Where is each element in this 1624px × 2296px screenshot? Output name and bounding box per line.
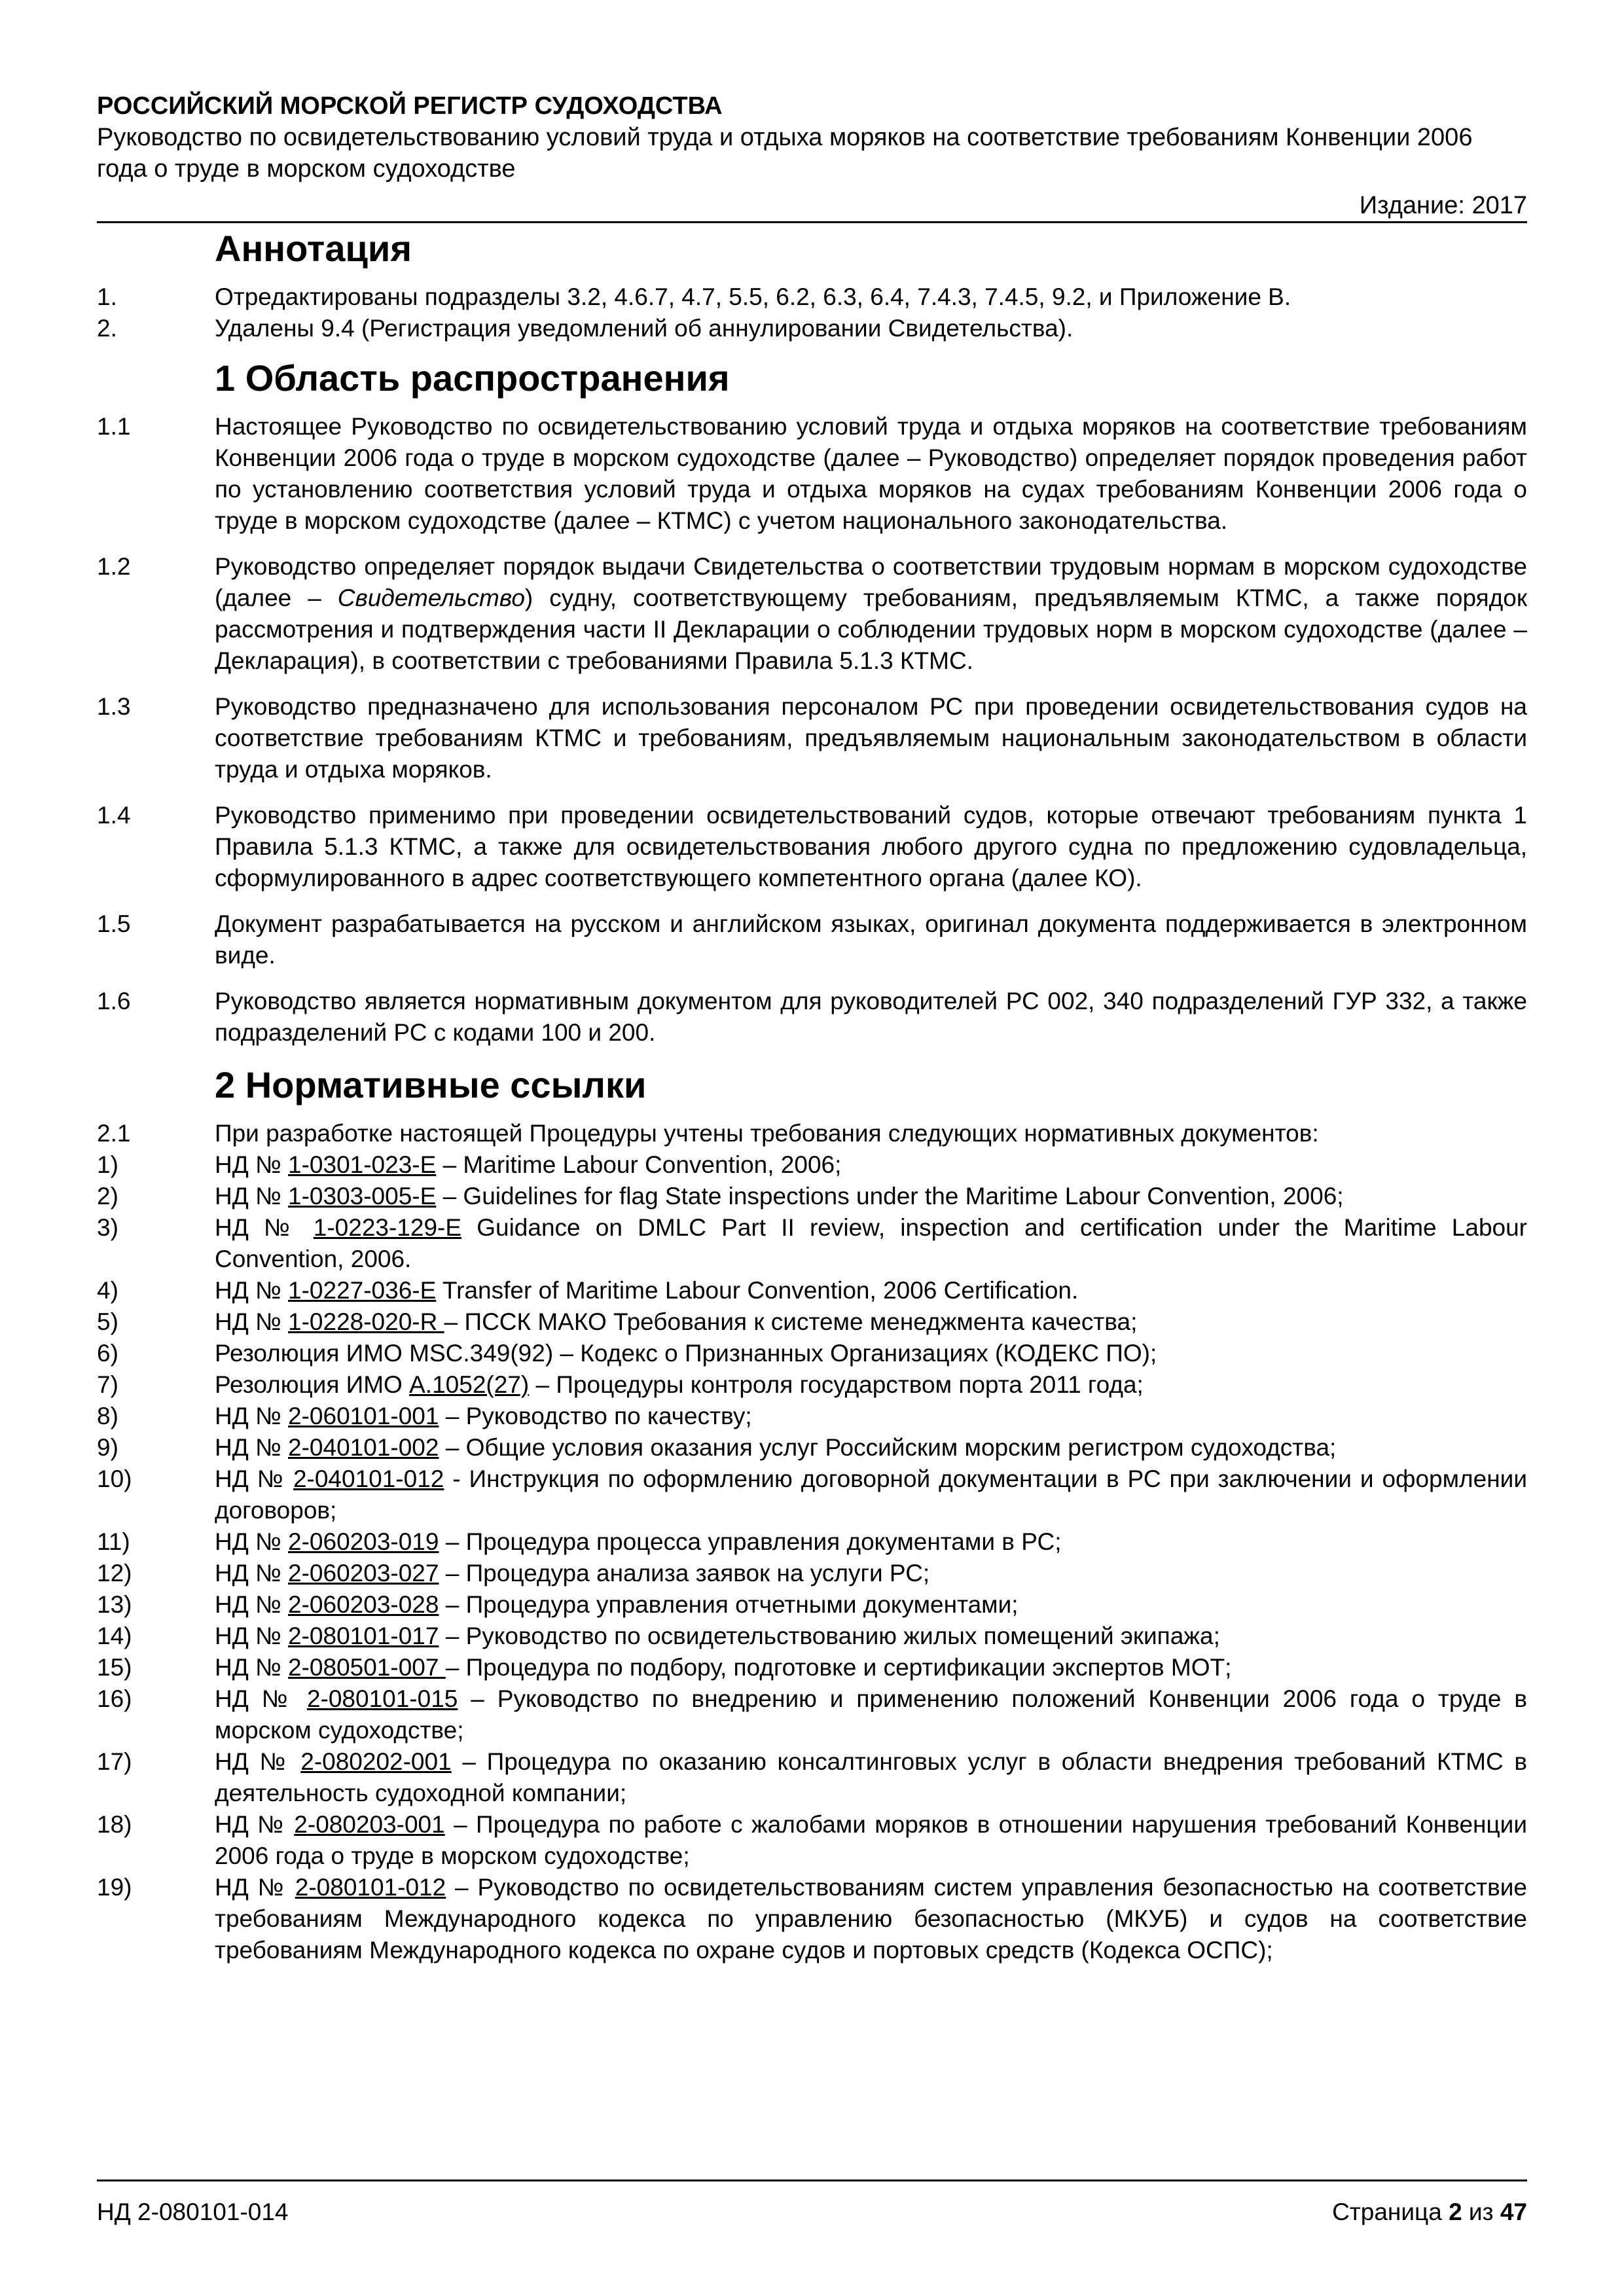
paragraph-1-2 [97, 551, 1527, 677]
reference-title: – ПССК МАКО Требования к системе менеджмента качества; [444, 1308, 1138, 1335]
annotation-heading: Аннотация [215, 228, 412, 269]
reference-number: 17) [97, 1748, 132, 1775]
reference-number: 4) [97, 1277, 118, 1304]
reference-prefix: Резолюция ИМО [215, 1371, 410, 1398]
paragraph-number: 1.5 [97, 910, 131, 937]
footer-row [97, 2198, 1527, 2226]
section-2-heading: 2 Нормативные ссылки [215, 1064, 647, 1105]
reference-number: 13) [97, 1591, 132, 1618]
reference-item [97, 1463, 1527, 1526]
document-subtitle: Руководство по освидетельствованию условий труда и отдыха моряков на соответствие требованиям Конвенции 2006 года о труде в морском судоходстве [97, 124, 1473, 183]
reference-title: Guidance on DMLC Part II review, inspection and certification under the Maritime Labour Convention, 2006. [215, 1214, 1528, 1272]
paragraph-text [215, 551, 1527, 677]
document-code-link[interactable]: 2-060101-001 [288, 1403, 439, 1429]
reference-prefix: НД № [215, 1528, 289, 1555]
reference-prefix: НД № [215, 1403, 289, 1429]
reference-number: 5) [97, 1308, 118, 1335]
reference-text [215, 1401, 1527, 1432]
item-text: Отредактированы подразделы 3.2, 4.6.7, 4.7, 5.5, 6.2, 6.3, 6.4, 7.4.3, 7.4.5, 9.2, и Приложение В. [215, 283, 1291, 310]
annotation-list [97, 281, 1527, 344]
reference-number: 12) [97, 1560, 132, 1587]
paragraph-text: Руководство является нормативным документом для руководителей РС 002, 340 подразделений ГУР 332, а также подразделений РС с кодами 100 и 200. [215, 988, 1527, 1046]
paragraph-text: Настоящее Руководство по освидетельствованию условий труда и отдыха моряков на соответствие требованиям Конвенции 2006 года о труде в морском судоходстве (далее – Руководство) определяет порядок проведения работ по установлению соответствия условий труда и отдыха моряков на судах требованиям Конвенции 2006 года о труде в морском судоходстве (далее – КТМС) с учетом национального законодательства. [215, 413, 1527, 534]
reference-item [97, 1181, 1527, 1212]
paragraph-1-1 [97, 411, 1527, 537]
reference-item [97, 1809, 1527, 1872]
reference-title: – Процедура по оказанию консалтинговых услуг в области внедрения требований КТМС в деятельность судоходной компании; [215, 1748, 1528, 1806]
item-number: 2. [97, 315, 117, 342]
page-number: 2 [1449, 2198, 1462, 2225]
reference-prefix: НД № [215, 1465, 293, 1492]
paragraph-1-6 [97, 986, 1527, 1049]
text-part: ) судну, соответствующему требованиям, предъявляемым КТМС, а также порядок рассмотрения и подтверждения части II Декларации о соблюдении трудовых норм в морском судоходстве (далее – Декларация), в соответствии с требованиями Правила 5.1.3 КТМС. [215, 584, 1528, 674]
reference-number: 9) [97, 1434, 118, 1461]
reference-title: – Руководство по качеству; [439, 1403, 752, 1429]
page-total: 47 [1500, 2198, 1527, 2225]
reference-prefix: НД № [215, 1308, 289, 1335]
reference-number: 2) [97, 1183, 118, 1210]
reference-number: 1) [97, 1151, 118, 1178]
reference-number: 14) [97, 1623, 132, 1649]
reference-item [97, 1401, 1527, 1432]
reference-number: 7) [97, 1371, 118, 1398]
reference-text [215, 1275, 1527, 1306]
reference-number: 19) [97, 1874, 132, 1901]
reference-prefix: НД № [215, 1591, 289, 1618]
document-code-link[interactable]: 1-0223-129-E [313, 1214, 462, 1241]
reference-text [215, 1652, 1527, 1683]
reference-item [97, 1369, 1527, 1401]
reference-item [97, 1149, 1527, 1181]
paragraph-number: 1.4 [97, 802, 131, 829]
reference-item [97, 1558, 1527, 1589]
document-code-link[interactable]: 1-0303-005-E [288, 1183, 437, 1210]
page-footer [97, 2179, 1527, 2226]
reference-prefix: НД № [215, 1560, 289, 1587]
edition-label: Издание: 2017 [1359, 192, 1527, 219]
reference-prefix: НД № [215, 1654, 289, 1681]
page-header [97, 90, 1527, 223]
reference-number: 18) [97, 1811, 132, 1838]
paragraph-text: Документ разрабатывается на русском и английском языках, оригинал документа поддерживается в электронном виде. [215, 910, 1527, 969]
document-code-link[interactable]: 1-0301-023-E [288, 1151, 437, 1178]
reference-prefix: НД № [215, 1434, 289, 1461]
reference-item [97, 1526, 1527, 1558]
reference-title: – Процедура анализа заявок на услуги РС; [439, 1560, 930, 1587]
emphasis-text: Свидетельство [337, 584, 525, 611]
reference-text [215, 1181, 1527, 1212]
document-code-link[interactable]: 2-080203-001 [294, 1811, 445, 1838]
reference-title: – Процедуры контроля государством порта 2011 года; [529, 1371, 1144, 1398]
document-code-link[interactable]: 2-080101-017 [288, 1623, 439, 1649]
document-code-link[interactable]: 2-040101-012 [293, 1465, 444, 1492]
reference-prefix: НД № [215, 1214, 314, 1241]
page-counter [1332, 2198, 1527, 2226]
item-number: 1. [97, 283, 117, 310]
reference-prefix: НД № [215, 1623, 289, 1649]
reference-item [97, 1589, 1527, 1621]
reference-text [215, 1621, 1527, 1652]
paragraph-number: 1.6 [97, 988, 131, 1014]
reference-number: 10) [97, 1465, 132, 1492]
reference-text [215, 1149, 1527, 1181]
reference-item [97, 1432, 1527, 1463]
reference-title: – Maritime Labour Convention, 2006; [436, 1151, 842, 1178]
reference-text [215, 1558, 1527, 1589]
reference-prefix: НД № [215, 1811, 295, 1838]
document-code-link[interactable]: 1-0227-036-E [288, 1277, 437, 1304]
reference-item [97, 1621, 1527, 1652]
paragraph-1-4 [97, 800, 1527, 894]
document-code-link[interactable]: 2-080501-007 [288, 1654, 446, 1681]
reference-item [97, 1338, 1527, 1369]
list-item [97, 281, 1527, 313]
reference-title: – Процедура по подбору, подготовке и сертификации экспертов МОТ; [445, 1654, 1232, 1681]
reference-number: 3) [97, 1214, 118, 1241]
reference-number: 11) [97, 1528, 130, 1555]
reference-items [97, 1149, 1527, 1966]
reference-item [97, 1652, 1527, 1683]
reference-prefix: НД № [215, 1151, 289, 1178]
reference-item [97, 1872, 1527, 1966]
item-text: Удалены 9.4 (Регистрация уведомлений об аннулировании Свидетельства). [215, 315, 1074, 342]
page-label: Страница [1332, 2198, 1449, 2225]
document-code-link[interactable]: 1-0228-020-R [288, 1308, 444, 1335]
reference-number: 15) [97, 1654, 132, 1681]
reference-title: – Руководство по внедрению и применению положений Конвенции 2006 года о труде в морском судоходстве; [215, 1685, 1528, 1744]
reference-number: 6) [97, 1340, 118, 1367]
document-code-link[interactable]: 2-080101-015 [306, 1685, 458, 1712]
document-code-link[interactable]: 2-040101-002 [288, 1434, 439, 1461]
list-item [97, 313, 1527, 344]
section-1-heading: 1 Область распространения [215, 357, 730, 399]
reference-item [97, 1306, 1527, 1338]
paragraph-text: Руководство предназначено для использования персоналом РС при проведении освидетельствования судов на соответствие требованиям КТМС и требованиям, предъявляемым национальным законодательством в области труда и отдыха моряков. [215, 693, 1527, 783]
paragraph-1-3 [97, 691, 1527, 785]
reference-title: – Общие условия оказания услуг Российским морским регистром судоходства; [439, 1434, 1337, 1461]
paragraph-text: При разработке настоящей Процедуры учтены требования следующих нормативных документов: [215, 1120, 1319, 1147]
document-code-link[interactable]: 2-080101-012 [295, 1874, 446, 1901]
reference-prefix: НД № [215, 1748, 301, 1775]
paragraph-number: 1.2 [97, 553, 131, 580]
reference-item [97, 1275, 1527, 1306]
page-content [97, 215, 1527, 1966]
footer-rule [97, 2179, 1527, 2181]
reference-number: 16) [97, 1685, 132, 1712]
reference-text [215, 1212, 1527, 1275]
reference-title: – Руководство по освидетельствованию жилых помещений экипажа; [439, 1623, 1220, 1649]
reference-prefix: НД № [215, 1874, 295, 1901]
paragraph-text: Руководство применимо при проведении освидетельствований судов, которые отвечают требованиям пункта 1 Правила 5.1.3 КТМС, а также для освидетельствования любого другого судна по предложению судовладельца, сформулированного в адрес соответствующего компетентного органа (далее КО). [215, 802, 1527, 891]
reference-prefix: НД № [215, 1685, 307, 1712]
reference-item [97, 1683, 1527, 1746]
reference-text [215, 1369, 1527, 1401]
document-code-link[interactable]: 2-060203-028 [288, 1591, 439, 1618]
reference-title: – Руководство по освидетельствованиям систем управления безопасностью на соответствие требованиям Международного кодекса по управлению безопасностью (МКУБ) и судов на соответствие требованиям Международного кодекса по охране судов и портовых средств (Кодекса ОСПС); [215, 1874, 1528, 1964]
section-1-body [97, 411, 1527, 1049]
reference-prefix: НД № [215, 1183, 289, 1210]
reference-title: - Инструкция по оформлению договорной документации в РС при заключении и оформлении договоров; [215, 1465, 1527, 1524]
reference-text [215, 1338, 1527, 1369]
document-code-link[interactable]: 2-060203-027 [288, 1560, 439, 1587]
reference-title: – Процедура процесса управления документами в РС; [439, 1528, 1062, 1555]
of-label: из [1462, 2198, 1500, 2225]
reference-text [215, 1463, 1527, 1526]
reference-title: – Процедура по работе с жалобами моряков в отношении нарушения требований Конвенции 2006 года о труде в морском судоходстве; [215, 1811, 1527, 1869]
footer-doc-id: НД 2-080101-014 [97, 2198, 289, 2225]
reference-prefix: Резолюция ИМО MSC.349(92) – Кодекс о Признанных Организациях (КОДЕКС ПО); [215, 1340, 1157, 1367]
document-code-link[interactable]: A.1052(27) [409, 1371, 530, 1398]
paragraph-number: 1.1 [97, 413, 131, 440]
paragraph-2-1 [97, 1118, 1527, 1149]
reference-prefix: НД № [215, 1277, 289, 1304]
document-code-link[interactable]: 2-060203-019 [288, 1528, 439, 1555]
reference-item [97, 1212, 1527, 1275]
reference-text [215, 1746, 1527, 1809]
reference-text [215, 1589, 1527, 1621]
reference-text [215, 1872, 1527, 1966]
reference-text [215, 1809, 1527, 1872]
organization-name: РОССИЙСКИЙ МОРСКОЙ РЕГИСТР СУДОХОДСТВА [97, 92, 723, 120]
references-list [97, 1118, 1527, 1966]
reference-text [215, 1683, 1527, 1746]
text-part: Руководство определяет порядок выдачи Свидетельства о соответствии трудовым нормам в морском судоходстве (далее – [215, 553, 1527, 611]
reference-text [215, 1526, 1527, 1558]
paragraph-number: 2.1 [97, 1120, 131, 1147]
paragraph-1-5 [97, 908, 1527, 971]
paragraph-number: 1.3 [97, 693, 131, 720]
reference-text [215, 1306, 1527, 1338]
reference-title: – Guidelines for flag State inspections under the Maritime Labour Convention, 2006; [436, 1183, 1344, 1210]
document-code-link[interactable]: 2-080202-001 [300, 1748, 452, 1775]
reference-item [97, 1746, 1527, 1809]
reference-title: Transfer of Maritime Labour Convention, 2006 Certification. [436, 1277, 1079, 1304]
reference-text [215, 1432, 1527, 1463]
reference-number: 8) [97, 1403, 118, 1429]
reference-title: – Процедура управления отчетными документами; [439, 1591, 1019, 1618]
